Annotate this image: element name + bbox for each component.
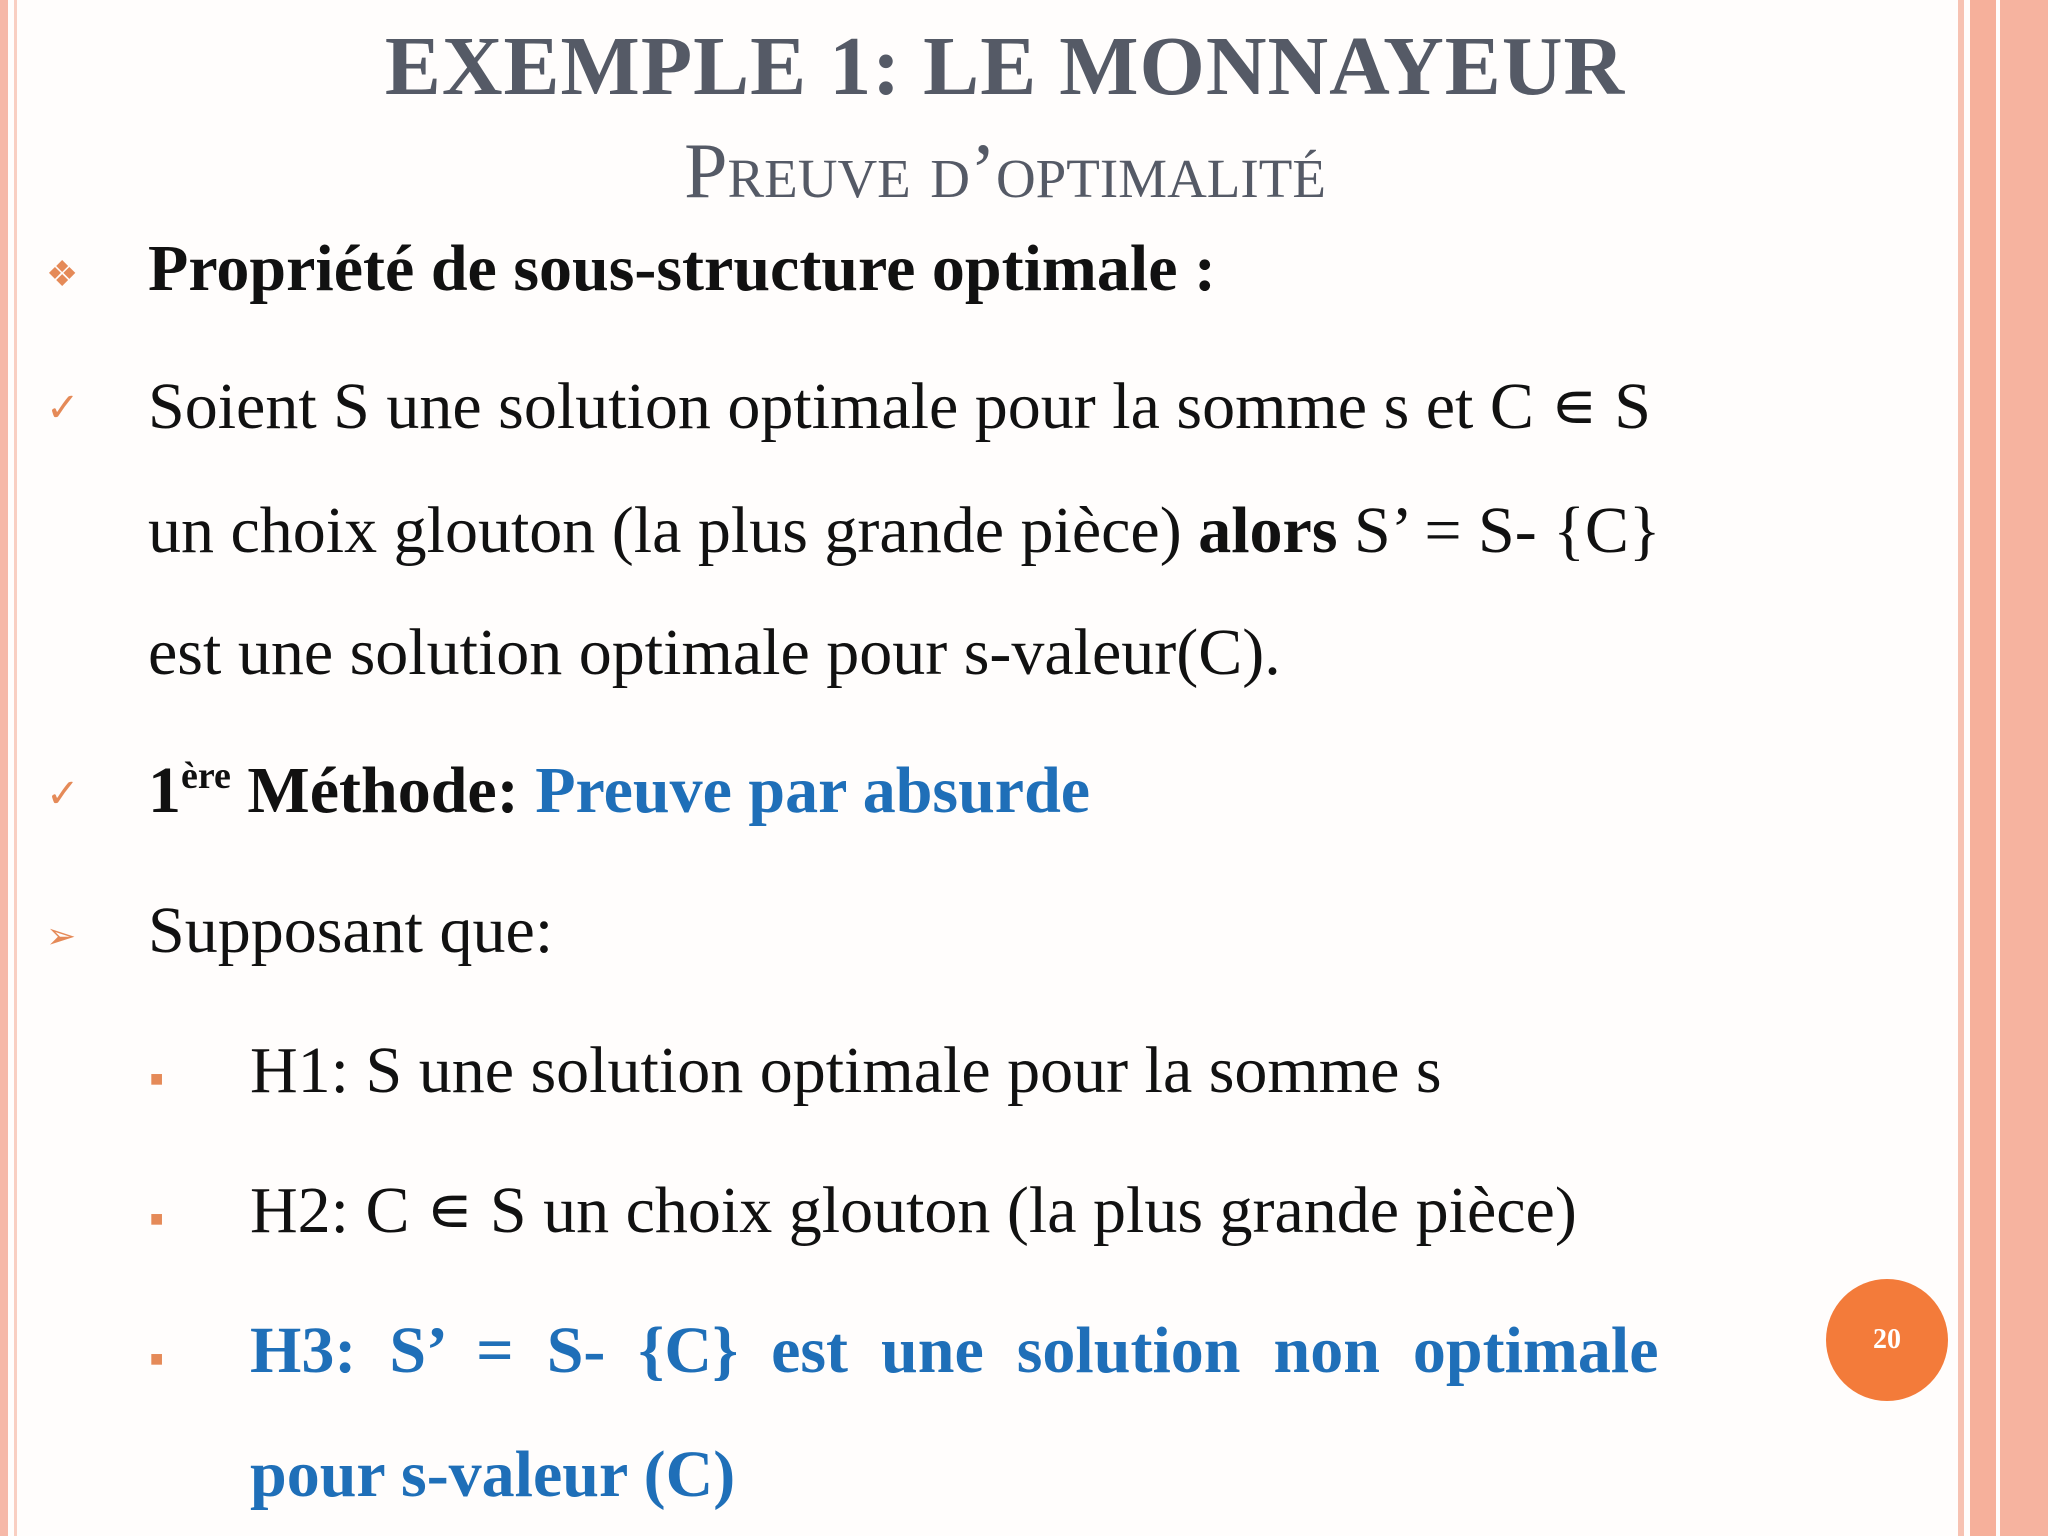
method-superscript: ère [181, 755, 231, 797]
check-bullet-icon: ✓ [46, 385, 80, 430]
diamond-bullet-icon: ❖ [46, 254, 79, 294]
hypothesis-h3-line-2: pour s-valeur (C) [250, 1438, 736, 1511]
assume-line: Supposant que: [148, 894, 554, 967]
slide-subtitle: Preuve d’optimalité [684, 127, 1326, 214]
statement-line-1: Soient S une solution optimale pour la somme s et C ∊ S [148, 370, 1651, 443]
statement-alors: alors [1198, 494, 1338, 567]
statement-line-2 [148, 494, 1661, 567]
statement-line-2-end: S’ = S- {C} [1337, 494, 1661, 567]
page-number-badge: 20 [1826, 1279, 1948, 1401]
method-label: Méthode: [230, 754, 536, 827]
frame-stripe-right-outer [2000, 0, 2048, 1536]
method-name: Preuve par absurde [535, 754, 1091, 827]
frame-stripe-right-thin [1958, 0, 1964, 1536]
statement-line-2-start: un choix glouton (la plus grande pièce) [148, 494, 1199, 567]
check-bullet-icon: ✓ [46, 771, 80, 816]
frame-stripe-left-thin [14, 0, 17, 1536]
hypothesis-h1: H1: S une solution optimale pour la somme s [250, 1034, 1442, 1107]
frame-stripe-right [1970, 0, 1996, 1536]
property-heading: Propriété de sous-structure optimale : [148, 232, 1217, 305]
square-bullet-icon: ■ [150, 1346, 164, 1371]
slide-title: EXEMPLE 1: LE MONNAYEUR [384, 20, 1626, 113]
method-line [148, 754, 1091, 827]
method-number: 1 [148, 754, 181, 827]
hypothesis-h3-line-1: H3: S’ = S- {C} est une solution non optimale [250, 1314, 1659, 1387]
frame-stripe-left [0, 0, 8, 1536]
square-bullet-icon: ■ [150, 1066, 164, 1091]
statement-line-3: est une solution optimale pour s-valeur(C). [148, 616, 1281, 689]
hypothesis-h2: H2: C ∊ S un choix glouton (la plus grande pièce) [250, 1174, 1577, 1247]
square-bullet-icon: ■ [150, 1206, 164, 1231]
arrow-bullet-icon: ➢ [46, 916, 77, 956]
